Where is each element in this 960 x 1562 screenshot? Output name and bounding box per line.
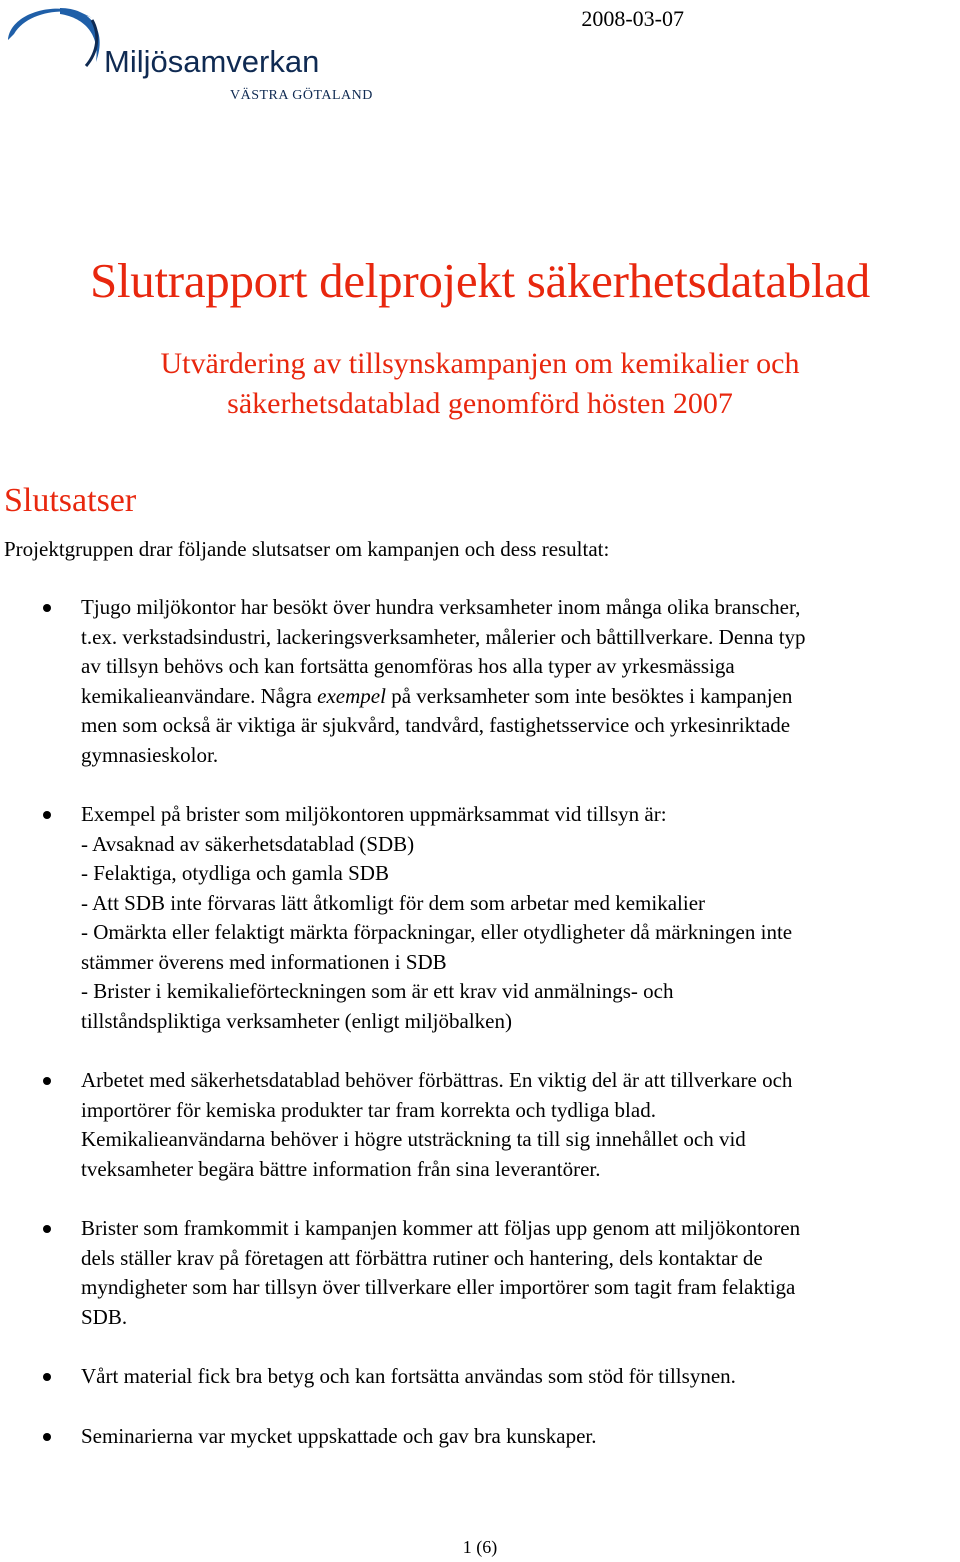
document-title: Slutrapport delprojekt säkerhetsdatablad — [90, 253, 870, 308]
text-line: stämmer överens med informationen i SDB — [81, 949, 447, 974]
document-subtitle — [0, 344, 960, 424]
text-line: myndigheter som har tillsyn över tillverkare eller importörer som tagit fram felaktiga — [81, 1275, 796, 1299]
logo — [0, 0, 400, 110]
logo-swoosh-icon — [0, 0, 110, 80]
text-line: - Felaktiga, otydliga och gamla SDB — [81, 861, 389, 885]
logo-region: VÄSTRA GÖTALAND — [230, 88, 373, 103]
text-line: tillståndspliktiga verksamheter (enligt miljöbalken) — [81, 1008, 512, 1033]
bullet-icon — [43, 811, 51, 819]
list-item — [0, 1422, 960, 1452]
text-line: men som också är viktiga är sjukvård, tandvård, fastighetsservice och yrkesinriktade — [81, 713, 791, 737]
text-line: SDB. — [81, 1304, 128, 1329]
conclusion-list — [0, 593, 960, 1481]
text-line: gymnasieskolor. — [81, 742, 219, 767]
emphasis-text: exempel — [317, 683, 386, 708]
section-heading: Slutsatser — [4, 482, 137, 519]
text-line: t.ex. verkstadsindustri, lackeringsverksamheter, målerier och båttillverkare. Denna typ — [81, 624, 806, 649]
bullet-icon — [43, 1077, 51, 1085]
logo-name: Miljösamverkan — [104, 44, 320, 79]
text-line: av tillsyn behövs och kan fortsätta genomföras hos alla typer av yrkesmässiga — [81, 654, 735, 678]
text-line: - Att SDB inte förvaras lätt åtkomligt för dem som arbetar med kemikalier — [81, 890, 706, 915]
text-line: Arbetet med säkerhetsdatablad behöver förbättras. En viktig del är att tillverkare och — [81, 1068, 793, 1092]
text-line: tveksamheter begära bättre information från sina leverantörer. — [81, 1156, 601, 1181]
bullet-icon — [43, 1373, 51, 1381]
text-line: Exempel på brister som miljökontoren uppmärksammat vid tillsyn är: — [81, 802, 667, 826]
list-item — [0, 1214, 960, 1332]
text-line: Seminarierna var mycket uppskattade och gav bra kunskaper. — [81, 1423, 597, 1448]
page-number: 1 (6) — [462, 1537, 498, 1557]
text-line: på verksamheter som inte besöktes i kampanjen — [385, 683, 793, 708]
bullet-icon — [43, 604, 51, 612]
document-date: 2008-03-07 — [581, 6, 684, 31]
list-item — [0, 593, 960, 770]
list-item — [0, 1066, 960, 1184]
text-line: Brister som framkommit i kampanjen kommer att följas upp genom att miljökontoren — [81, 1216, 801, 1240]
text-line: importörer för kemiska produkter tar fram korrekta och tydliga blad. — [81, 1097, 656, 1122]
list-item — [0, 800, 960, 1036]
bullet-icon — [43, 1433, 51, 1441]
subtitle-line: Utvärdering av tillsynskampanjen om kemikalier och — [160, 347, 800, 380]
text-line: - Brister i kemikalieförteckningen som är ett krav vid anmälnings- och — [81, 979, 674, 1003]
text-line: - Omärkta eller felaktigt märkta förpackningar, eller otydligheter då märkningen inte — [81, 920, 793, 944]
text-line: Vårt material fick bra betyg och kan fortsätta användas som stöd för tillsynen. — [81, 1364, 736, 1388]
text-line: kemikalieanvändare. Några — [81, 683, 318, 708]
text-line: dels ställer krav på företagen att förbättra rutiner och hantering, dels kontaktar de — [81, 1245, 763, 1270]
subtitle-line: säkerhetsdatablad genomförd hösten 2007 — [227, 387, 733, 420]
text-line: Tjugo miljökontor har besökt över hundra verksamheter inom många olika branscher, — [81, 595, 801, 619]
bullet-icon — [43, 1225, 51, 1233]
text-line: - Avsaknad av säkerhetsdatablad (SDB) — [81, 831, 415, 856]
list-item — [0, 1362, 960, 1392]
text-line: Kemikalieanvändarna behöver i högre utsträckning ta till sig innehållet och vid — [81, 1127, 746, 1151]
intro-paragraph: Projektgruppen drar följande slutsatser om kampanjen och dess resultat: — [4, 537, 610, 561]
